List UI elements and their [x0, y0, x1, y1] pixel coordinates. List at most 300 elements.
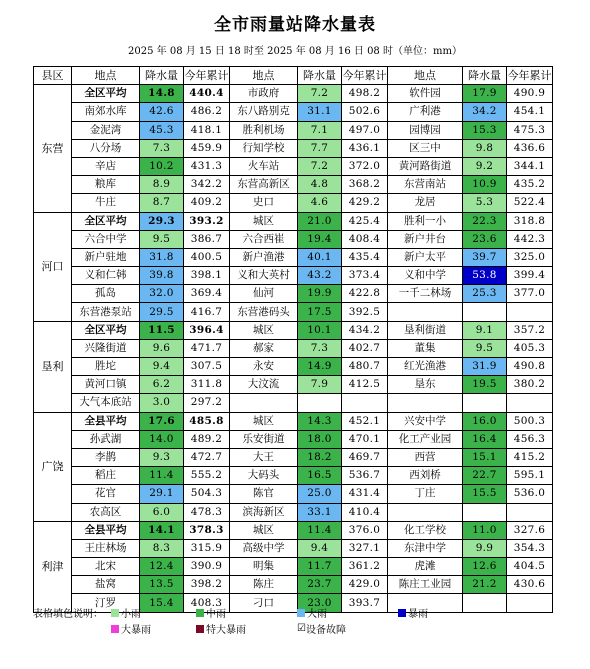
yearly-total-cell: 485.8 — [184, 412, 230, 430]
station-name-cell: 全县平均 — [72, 521, 140, 539]
station-name-cell: 全区平均 — [72, 212, 140, 230]
station-name-cell: 义和仁韩 — [72, 267, 140, 285]
station-name-cell: 虎滩 — [388, 558, 463, 576]
rainfall-cell: 15.4 — [140, 594, 184, 612]
table-row — [34, 103, 553, 121]
yearly-total-cell: 377.0 — [507, 285, 553, 303]
station-name-cell: 乐安街道 — [230, 430, 298, 448]
rainfall-cell: 31.8 — [140, 248, 184, 266]
legend-text: 暴雨 — [408, 609, 428, 620]
yearly-total-cell: 431.3 — [184, 157, 230, 175]
yearly-total-cell: 325.0 — [507, 248, 553, 266]
yearly-total-cell: 327.6 — [507, 521, 553, 539]
rainfall-cell: 15.3 — [463, 121, 507, 139]
station-name-cell: 史口 — [230, 194, 298, 212]
station-name-cell: 新户井台 — [388, 230, 463, 248]
yearly-total-cell: 431.4 — [342, 485, 388, 503]
legend-text: 大暴雨 — [121, 625, 151, 636]
yearly-total-cell: 430.6 — [507, 576, 553, 594]
yearly-total-cell: 504.3 — [184, 485, 230, 503]
legend-text: 特大暴雨 — [206, 625, 246, 636]
yearly-total-cell: 555.2 — [184, 467, 230, 485]
rainfall-cell: 5.3 — [463, 194, 507, 212]
rainfall-cell: 16.4 — [463, 430, 507, 448]
yearly-total-cell: 436.1 — [342, 139, 388, 157]
legend-text: 大雨 — [307, 609, 327, 620]
table-row — [34, 576, 553, 594]
station-name-cell: 广利港 — [388, 103, 463, 121]
yearly-total-cell: 408.3 — [184, 594, 230, 612]
county-cell: 东营 — [34, 85, 72, 212]
rainfall-cell: 19.9 — [298, 285, 342, 303]
rainfall-cell: 19.4 — [298, 230, 342, 248]
station-name-cell: 六合西崔 — [230, 230, 298, 248]
table-row — [34, 248, 553, 266]
station-name-cell: 汀罗 — [72, 594, 140, 612]
yearly-total-cell: 357.2 — [507, 321, 553, 339]
station-name-cell: 董集 — [388, 339, 463, 357]
rainfall-cell: 9.3 — [140, 448, 184, 466]
table-row — [34, 121, 553, 139]
yearly-total-cell: 478.3 — [184, 503, 230, 521]
checkbox-icon: ☑ — [297, 623, 306, 634]
rainfall-cell: 15.5 — [463, 485, 507, 503]
table-row — [34, 412, 553, 430]
county-cell: 河口 — [34, 212, 72, 321]
table-row — [34, 267, 553, 285]
rainfall-cell: 43.2 — [298, 267, 342, 285]
rainfall-cell: 8.3 — [140, 539, 184, 557]
rainfall-cell: 25.3 — [463, 285, 507, 303]
legend-swatch — [297, 609, 305, 617]
rainfall-cell: 29.5 — [140, 303, 184, 321]
table-row — [34, 467, 553, 485]
yearly-total-cell: 392.5 — [342, 303, 388, 321]
station-name-cell: 明集 — [230, 558, 298, 576]
table-body — [34, 85, 553, 612]
station-name-cell: 牛庄 — [72, 194, 140, 212]
rainfall-cell: 9.5 — [463, 339, 507, 357]
yearly-total-cell: 402.7 — [342, 339, 388, 357]
yearly-total-cell: 315.9 — [184, 539, 230, 557]
station-name-cell: 新户驻地 — [72, 248, 140, 266]
rainfall-cell: 29.3 — [140, 212, 184, 230]
table-row — [34, 558, 553, 576]
station-name-cell: 园博园 — [388, 121, 463, 139]
rainfall-cell — [463, 394, 507, 412]
rainfall-cell: 18.2 — [298, 448, 342, 466]
table-row — [34, 394, 553, 412]
rainfall-cell — [463, 303, 507, 321]
rainfall-cell: 33.1 — [298, 503, 342, 521]
yearly-total-cell: 354.3 — [507, 539, 553, 557]
legend-text: 中雨 — [206, 609, 226, 620]
station-name-cell: 稻庄 — [72, 467, 140, 485]
rainfall-cell: 9.2 — [463, 157, 507, 175]
county-cell: 利津 — [34, 521, 72, 612]
yearly-total-cell: 376.0 — [342, 521, 388, 539]
yearly-total-cell: 408.4 — [342, 230, 388, 248]
yearly-total-cell: 318.8 — [507, 212, 553, 230]
rainfall-table — [33, 66, 553, 613]
yearly-total-cell: 442.3 — [507, 230, 553, 248]
rainfall-cell: 18.0 — [298, 430, 342, 448]
rainfall-cell: 9.5 — [140, 230, 184, 248]
yearly-total-cell: 297.2 — [184, 394, 230, 412]
table-row — [34, 430, 553, 448]
rainfall-cell: 8.7 — [140, 194, 184, 212]
station-name-cell: 南郊水库 — [72, 103, 140, 121]
table-row — [34, 485, 553, 503]
station-name-cell: 龙居 — [388, 194, 463, 212]
station-name-cell: 城区 — [230, 412, 298, 430]
station-name-cell: 郝家 — [230, 339, 298, 357]
station-name-cell: 胜利一小 — [388, 212, 463, 230]
rainfall-cell: 15.1 — [463, 448, 507, 466]
column-header: 降水量 — [298, 67, 342, 85]
yearly-total-cell: 456.3 — [507, 430, 553, 448]
rainfall-cell: 11.0 — [463, 521, 507, 539]
yearly-total-cell: 502.6 — [342, 103, 388, 121]
station-name-cell: 西营 — [388, 448, 463, 466]
rainfall-cell: 4.8 — [298, 176, 342, 194]
rainfall-cell: 4.6 — [298, 194, 342, 212]
rainfall-cell: 6.0 — [140, 503, 184, 521]
legend-swatch — [196, 625, 204, 633]
legend-swatch — [196, 609, 204, 617]
rainfall-cell: 14.0 — [140, 430, 184, 448]
rainfall-cell: 45.3 — [140, 121, 184, 139]
table-row — [34, 157, 553, 175]
rainfall-cell — [463, 503, 507, 521]
station-name-cell: 化工学校 — [388, 521, 463, 539]
station-name-cell: 大王 — [230, 448, 298, 466]
station-name-cell: 六合中学 — [72, 230, 140, 248]
station-name-cell: 城区 — [230, 521, 298, 539]
station-name-cell: 金泥湾 — [72, 121, 140, 139]
table-row — [34, 376, 553, 394]
legend-text: 小雨 — [121, 609, 141, 620]
rainfall-cell: 10.9 — [463, 176, 507, 194]
rainfall-cell: 40.1 — [298, 248, 342, 266]
rainfall-cell: 6.2 — [140, 376, 184, 394]
yearly-total-cell: 480.7 — [342, 358, 388, 376]
yearly-total-cell: 435.2 — [507, 176, 553, 194]
rainfall-cell: 14.9 — [298, 358, 342, 376]
station-name-cell: 新户渔港 — [230, 248, 298, 266]
rainfall-cell: 39.7 — [463, 248, 507, 266]
rainfall-cell: 14.3 — [298, 412, 342, 430]
station-name-cell — [388, 503, 463, 521]
rainfall-cell: 7.1 — [298, 121, 342, 139]
station-name-cell: 永安 — [230, 358, 298, 376]
yearly-total-cell: 342.2 — [184, 176, 230, 194]
yearly-total-cell: 410.4 — [342, 503, 388, 521]
yearly-total-cell: 405.3 — [507, 339, 553, 357]
legend — [33, 605, 563, 637]
yearly-total-cell: 472.7 — [184, 448, 230, 466]
rainfall-cell: 12.4 — [140, 558, 184, 576]
legend-item-extreme_storm — [196, 621, 246, 636]
column-header: 县区 — [34, 67, 72, 85]
yearly-total-cell: 311.8 — [184, 376, 230, 394]
table-row — [34, 85, 553, 103]
yearly-total-cell: 489.2 — [184, 430, 230, 448]
rainfall-cell: 22.3 — [463, 212, 507, 230]
station-name-cell: 区三中 — [388, 139, 463, 157]
column-header: 今年累计 — [342, 67, 388, 85]
page-title: 全市雨量站降水量表 — [214, 15, 376, 35]
yearly-total-cell: 378.3 — [184, 521, 230, 539]
station-name-cell: 垦东 — [388, 376, 463, 394]
yearly-total-cell: 522.4 — [507, 194, 553, 212]
table-row — [34, 503, 553, 521]
table-row — [34, 448, 553, 466]
table-row — [34, 521, 553, 539]
station-name-cell: 盐窝 — [72, 576, 140, 594]
yearly-total-cell — [507, 394, 553, 412]
station-name-cell: 东营港码头 — [230, 303, 298, 321]
yearly-total-cell: 475.3 — [507, 121, 553, 139]
rainfall-cell: 7.9 — [298, 376, 342, 394]
yearly-total-cell: 415.2 — [507, 448, 553, 466]
station-name-cell: 陈庄 — [230, 576, 298, 594]
station-name-cell: 市政府 — [230, 85, 298, 103]
yearly-total-cell: 344.1 — [507, 157, 553, 175]
rainfall-cell: 32.0 — [140, 285, 184, 303]
county-cell: 广饶 — [34, 412, 72, 521]
station-name-cell: 软件园 — [388, 85, 463, 103]
yearly-total-cell: 595.1 — [507, 467, 553, 485]
rainfall-cell: 19.5 — [463, 376, 507, 394]
rainfall-cell: 31.1 — [298, 103, 342, 121]
rainfall-cell: 7.2 — [298, 157, 342, 175]
column-header: 降水量 — [463, 67, 507, 85]
yearly-total-cell: 361.2 — [342, 558, 388, 576]
station-name-cell: 新户太平 — [388, 248, 463, 266]
legend-item-fault — [297, 621, 346, 636]
rainfall-cell: 11.7 — [298, 558, 342, 576]
yearly-total-cell — [342, 394, 388, 412]
yearly-total-cell: 372.0 — [342, 157, 388, 175]
yearly-total-cell: 416.7 — [184, 303, 230, 321]
yearly-total-cell: 398.1 — [184, 267, 230, 285]
yearly-total-cell: 409.2 — [184, 194, 230, 212]
yearly-total-cell: 399.4 — [507, 267, 553, 285]
yearly-total-cell: 536.0 — [507, 485, 553, 503]
yearly-total-cell: 380.2 — [507, 376, 553, 394]
yearly-total-cell: 436.6 — [507, 139, 553, 157]
rainfall-cell: 25.0 — [298, 485, 342, 503]
station-name-cell: 兴隆街道 — [72, 339, 140, 357]
yearly-total-cell: 404.5 — [507, 558, 553, 576]
yearly-total-cell: 369.4 — [184, 285, 230, 303]
page-subtitle: 2025 年 08 月 15 日 18 时至 2025 年 08 月 16 日 08 时（单位：mm） — [128, 46, 462, 57]
yearly-total-cell: 490.9 — [507, 85, 553, 103]
rainfall-cell: 17.6 — [140, 412, 184, 430]
rainfall-cell: 11.5 — [140, 321, 184, 339]
yearly-total-cell — [507, 303, 553, 321]
legend-item-large — [297, 605, 327, 620]
station-name-cell: 丁庄 — [388, 485, 463, 503]
legend-item-storm — [398, 605, 428, 620]
rainfall-cell: 31.9 — [463, 358, 507, 376]
station-name-cell: 陈庄工业园 — [388, 576, 463, 594]
yearly-total-cell: 435.4 — [342, 248, 388, 266]
legend-label: 表格填色说明： — [33, 609, 103, 620]
rainfall-cell: 23.6 — [463, 230, 507, 248]
table-row — [34, 358, 553, 376]
yearly-total-cell: 500.3 — [507, 412, 553, 430]
rainfall-cell: 8.9 — [140, 176, 184, 194]
rainfall-cell: 14.8 — [140, 85, 184, 103]
yearly-total-cell: 470.1 — [342, 430, 388, 448]
legend-item-heavy_storm — [111, 621, 151, 636]
table-row — [34, 230, 553, 248]
station-name-cell: 化工产业园 — [388, 430, 463, 448]
station-name-cell: 东营高新区 — [230, 176, 298, 194]
yearly-total-cell: 497.0 — [342, 121, 388, 139]
station-name-cell: 东营南站 — [388, 176, 463, 194]
legend-swatch — [111, 625, 119, 633]
yearly-total-cell: 307.5 — [184, 358, 230, 376]
yearly-total-cell: 459.9 — [184, 139, 230, 157]
column-header: 地点 — [388, 67, 463, 85]
yearly-total-cell: 425.4 — [342, 212, 388, 230]
station-name-cell: 黄河路街道 — [388, 157, 463, 175]
station-name-cell: 陈官 — [230, 485, 298, 503]
station-name-cell: 全区平均 — [72, 85, 140, 103]
rainfall-cell: 23.0 — [298, 594, 342, 612]
yearly-total-cell: 422.8 — [342, 285, 388, 303]
rainfall-cell: 42.6 — [140, 103, 184, 121]
station-name-cell: 大码头 — [230, 467, 298, 485]
yearly-total-cell: 418.1 — [184, 121, 230, 139]
rainfall-cell: 16.5 — [298, 467, 342, 485]
legend-item-small — [111, 605, 141, 620]
yearly-total-cell: 368.2 — [342, 176, 388, 194]
station-name-cell: 黄河口镇 — [72, 376, 140, 394]
station-name-cell: 胜利机场 — [230, 121, 298, 139]
station-name-cell: 胜坨 — [72, 358, 140, 376]
rainfall-cell: 7.3 — [140, 139, 184, 157]
station-name-cell: 粮库 — [72, 176, 140, 194]
station-name-cell — [388, 394, 463, 412]
station-name-cell: 城区 — [230, 212, 298, 230]
yearly-total-cell: 396.4 — [184, 321, 230, 339]
station-name-cell: 东津中学 — [388, 539, 463, 557]
yearly-total-cell: 386.7 — [184, 230, 230, 248]
station-name-cell: 全县平均 — [72, 412, 140, 430]
yearly-total-cell: 486.2 — [184, 103, 230, 121]
rainfall-cell: 9.9 — [463, 539, 507, 557]
station-name-cell: 孤岛 — [72, 285, 140, 303]
rainfall-cell — [298, 394, 342, 412]
rainfall-cell: 7.7 — [298, 139, 342, 157]
rainfall-cell: 9.4 — [298, 539, 342, 557]
yearly-total-cell: 434.2 — [342, 321, 388, 339]
station-name-cell: 八分场 — [72, 139, 140, 157]
table-row — [34, 176, 553, 194]
station-name-cell: 仙河 — [230, 285, 298, 303]
table-row — [34, 539, 553, 557]
rainfall-cell: 7.2 — [298, 85, 342, 103]
column-header: 今年累计 — [184, 67, 230, 85]
rainfall-cell: 11.4 — [298, 521, 342, 539]
station-name-cell: 北宋 — [72, 558, 140, 576]
rainfall-cell: 39.8 — [140, 267, 184, 285]
yearly-total-cell — [507, 503, 553, 521]
table-row — [34, 194, 553, 212]
legend-item-medium — [196, 605, 226, 620]
yearly-total-cell: 429.2 — [342, 194, 388, 212]
station-name-cell: 王庄林场 — [72, 539, 140, 557]
rainfall-cell: 53.8 — [463, 267, 507, 285]
station-name-cell: 刁口 — [230, 594, 298, 612]
yearly-total-cell: 393.2 — [184, 212, 230, 230]
station-name-cell: 辛店 — [72, 157, 140, 175]
rainfall-cell: 9.6 — [140, 339, 184, 357]
station-name-cell: 火车站 — [230, 157, 298, 175]
station-name-cell: 全区平均 — [72, 321, 140, 339]
rainfall-cell: 29.1 — [140, 485, 184, 503]
rainfall-cell: 23.7 — [298, 576, 342, 594]
table-row — [34, 303, 553, 321]
legend-swatch — [111, 609, 119, 617]
station-name-cell: 东营港泵站 — [72, 303, 140, 321]
station-name-cell: 东八路别克 — [230, 103, 298, 121]
station-name-cell: 西刘桥 — [388, 467, 463, 485]
station-name-cell: 义和大英村 — [230, 267, 298, 285]
legend-row — [33, 605, 563, 621]
station-name-cell — [388, 303, 463, 321]
station-name-cell: 农高区 — [72, 503, 140, 521]
rainfall-cell: 9.1 — [463, 321, 507, 339]
yearly-total-cell: 398.2 — [184, 576, 230, 594]
station-name-cell: 李鹊 — [72, 448, 140, 466]
rainfall-cell: 21.2 — [463, 576, 507, 594]
yearly-total-cell: 471.7 — [184, 339, 230, 357]
yearly-total-cell: 429.0 — [342, 576, 388, 594]
station-name-cell: 大汶流 — [230, 376, 298, 394]
rainfall-cell: 10.2 — [140, 157, 184, 175]
rainfall-cell: 9.8 — [463, 139, 507, 157]
rainfall-cell: 12.6 — [463, 558, 507, 576]
rainfall-cell: 21.0 — [298, 212, 342, 230]
legend-text: 设备故障 — [305, 625, 346, 636]
yearly-total-cell: 454.1 — [507, 103, 553, 121]
rainfall-cell: 3.0 — [140, 394, 184, 412]
yearly-total-cell: 490.8 — [507, 358, 553, 376]
table-row — [34, 139, 553, 157]
table-header-row — [34, 67, 553, 85]
station-name-cell — [230, 394, 298, 412]
station-name-cell: 城区 — [230, 321, 298, 339]
yearly-total-cell: 536.7 — [342, 467, 388, 485]
yearly-total-cell: 440.4 — [184, 85, 230, 103]
rainfall-cell: 34.2 — [463, 103, 507, 121]
county-cell: 垦利 — [34, 321, 72, 412]
yearly-total-cell: 393.7 — [342, 594, 388, 612]
rainfall-cell: 17.5 — [298, 303, 342, 321]
station-name-cell: 滨海新区 — [230, 503, 298, 521]
yearly-total-cell: 373.4 — [342, 267, 388, 285]
station-name-cell: 垦利街道 — [388, 321, 463, 339]
rainfall-cell: 9.4 — [140, 358, 184, 376]
station-name-cell: 义和中学 — [388, 267, 463, 285]
legend-swatch — [398, 609, 406, 617]
yearly-total-cell: 390.9 — [184, 558, 230, 576]
